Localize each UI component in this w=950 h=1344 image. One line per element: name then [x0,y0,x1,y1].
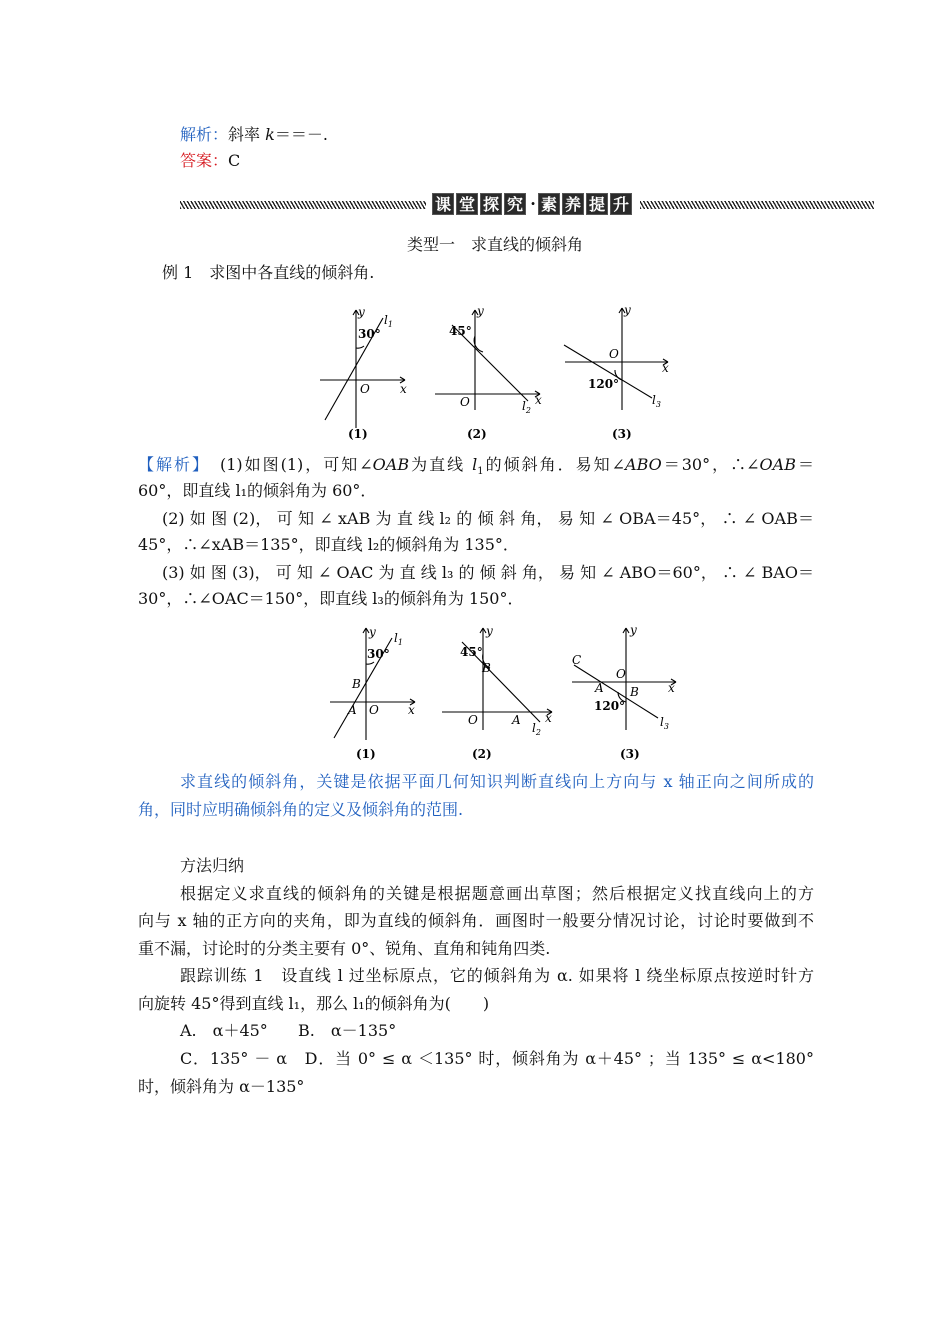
y-label: y [369,625,376,639]
exercise-line-2: 向旋转 45°得到直线 l₁，那么 l₁的倾斜角为( ) [138,994,490,1013]
figure-caption: (1) [356,747,376,761]
exercise-line-5: 时，倾斜角为 α－135° [138,1077,305,1096]
x-label: x [408,703,415,717]
figure-caption: (1) [348,427,368,441]
line-label: $l_1$ [394,631,403,647]
x-label: x [535,393,542,407]
solution-line-1: 【解析】 (1)如图(1)，可知∠OAB为直线 $l_1$的倾斜角．易知∠ABO＝30°，∴∠OAB＝ [138,455,814,478]
origin-label: O [369,703,379,717]
solution-line-4: 45°，∴∠xAB＝135°，即直线 l₂的倾斜角为 135°． [138,535,519,554]
x-label: x [400,382,407,396]
exercise-line-1: 跟踪训练 1 设直线 l 过坐标原点，它的倾斜角为 α. 如果将 l 绕坐标原点按逆时针方 [180,966,814,985]
analysis-line [180,125,328,145]
figure-caption: (2) [472,747,492,761]
point-a-label: A [512,713,521,727]
origin-label: O [460,395,470,409]
method-line-1: 根据定义求直线的倾斜角的关键是根据题意画出草图；然后根据定义找直线向上的方 [180,884,814,903]
section-title: 类型一 求直线的倾斜角 [407,235,584,254]
method-title: 方法归纳 [180,856,245,875]
x-label: x [662,361,669,375]
banner-hatch-right [640,201,874,209]
analysis-label: 解析： [180,125,229,144]
analysis-text: 斜率 [228,125,266,144]
angle-label: 120° [588,377,620,391]
point-b-label: B [482,661,491,675]
point-b-label: B [352,677,361,691]
note-line-2: 角，同时应明确倾斜角的定义及倾斜角的范围. [138,800,464,819]
solution-tag: 【解析】 [138,455,202,474]
line-label: $l_3$ [660,715,669,731]
method-line-3: 重不漏，讨论时的分类主要有 0°、锐角、直角和钝角四类. [138,939,551,958]
solution-line-5: (3) 如 图 (3)， 可 知 ∠ OAC 为 直 线 l₃ 的 倾 斜 角， 易 知 ∠ ABO＝60°， ∴ ∠ BAO＝ [162,563,814,582]
analysis-formula: ＝＝－. [274,125,328,144]
angle-label: 45° [449,324,472,338]
banner-char: 究 [504,193,526,215]
point-b-label: B [630,685,639,699]
figure-caption: (3) [612,427,632,441]
section-banner [180,193,874,215]
solution-line-3: (2) 如 图 (2)， 可 知 ∠ xAB 为 直 线 l₂ 的 倾 斜 角， 易 知 ∠ OBA＝45°， ∴ ∠ OAB＝ [162,509,814,528]
figure-caption: (2) [467,427,487,441]
y-label: y [486,624,493,638]
answer-label: 答案： [180,151,229,170]
figure-2-labeled [442,628,552,730]
banner-char: 提 [586,193,608,215]
exercise-line-4: C．135° － α D．当 0° ≤ α ＜135° 时，倾斜角为 α＋45° ；当 135° ≤ α<180° [180,1049,814,1068]
note-line-1: 求直线的倾斜角，关键是依据平面几何知识判断直线向上方向与 x 轴正向之间所成的 [180,772,814,791]
point-c-label: C [572,653,582,667]
angle-label: 120° [594,699,626,713]
y-label: y [624,303,631,317]
banner-dot: · [530,194,536,213]
banner-hatch-left [180,201,426,209]
solution-line-2: 60°，即直线 l₁的倾斜角为 60°． [138,481,377,500]
line-label: $l_2$ [522,399,531,415]
banner-char: 探 [480,193,502,215]
figure-caption: (3) [620,747,640,761]
banner-char: 堂 [456,193,478,215]
figures-bottom [320,620,680,770]
origin-label: O [616,667,626,681]
angle-label: 30° [367,647,390,661]
banner-char: 升 [610,193,632,215]
slope-symbol: k [265,125,275,144]
origin-label: O [609,347,619,361]
angle-label: 45° [460,645,483,659]
x-label: x [668,681,675,695]
banner-char: 养 [562,193,584,215]
answer-line [180,151,240,171]
method-line-2: 向与 x 轴的正方向的夹角，即为直线的倾斜角．画图时一般要分情况讨论，讨论时要做到不 [138,911,814,930]
banner-char: 课 [432,193,454,215]
point-a-label: A [348,703,357,717]
origin-label: O [468,713,478,727]
point-a-label: A [595,681,604,695]
y-label: y [630,623,637,637]
x-label: x [545,711,552,725]
y-label: y [477,304,484,318]
angle-label: 30° [358,327,381,341]
option-a: A. α＋45° [180,1021,268,1040]
line-label: $l_2$ [532,721,541,737]
line-label: $l_3$ [652,393,661,409]
answer-value: C [228,151,241,170]
example-prompt: 例 1 求图中各直线的倾斜角. [162,263,375,282]
figures-top [310,300,670,450]
solution-line-6: 30°，∴∠OAC＝150°，即直线 l₃的倾斜角为 150°． [138,589,524,608]
banner-char: 素 [538,193,560,215]
line-label: $l_1$ [384,313,393,329]
option-b: B. α－135° [298,1021,397,1040]
origin-label: O [360,382,370,396]
y-label: y [358,305,365,319]
